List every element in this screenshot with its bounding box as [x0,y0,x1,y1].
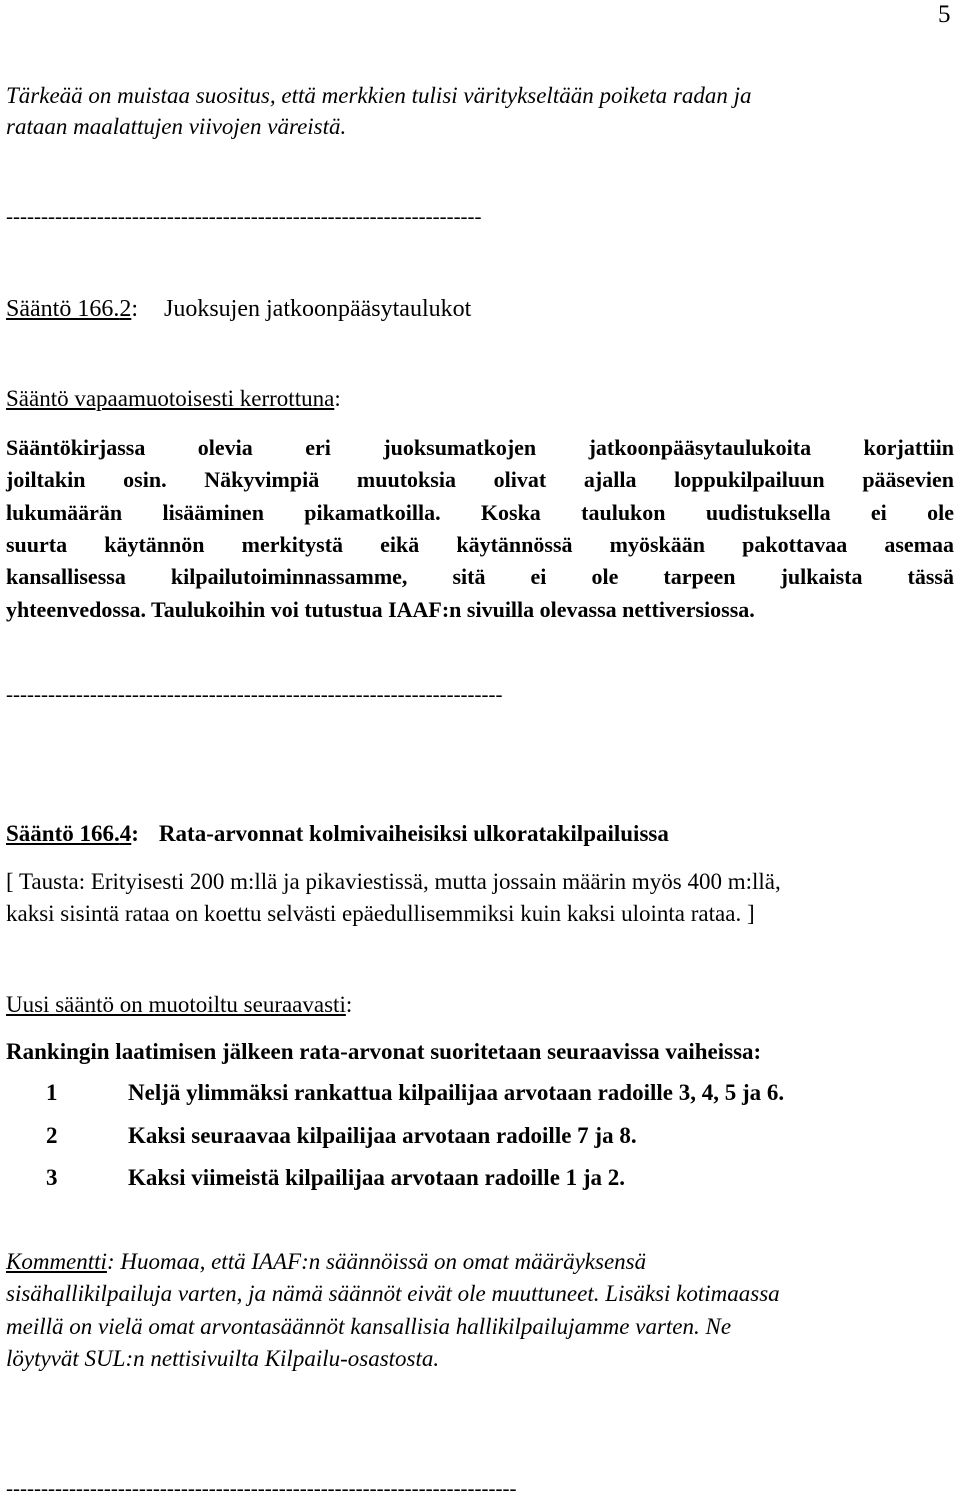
new-rule-subheading [6,989,352,1021]
background-line-2: kaksi sisintä rataa on koettu selvästi epäedullisemmiksi kuin kaksi ulointa rataa. ] [6,901,755,926]
subheading-text: Sääntö vapaamuotoisesti kerrottuna [6,386,335,411]
step-number: 2 [46,1123,58,1148]
step-text: Neljä ylimmäksi rankattua kilpailijaa arvotaan radoille 3, 4, 5 ja 6. [128,1080,785,1105]
page-number: 5 [938,1,951,28]
rule-166-4-heading [6,818,669,850]
comment-colon: : [106,1249,115,1274]
comment-line-2: sisähallikilpailuja varten, ja nämä säännöt eivät ole muuttuneet. Lisäksi kotimaassa [6,1281,780,1306]
body-line-5: kansallisessa kilpailutoiminnassamme, sitä ei ole tarpeen julkaista tässä [6,564,954,589]
separator-line: -------------------------------------------------------------------- [6,204,482,228]
body-line-6: yhteenvedossa. Taulukoihin voi tutustua IAAF:n sivuilla olevassa nettiversiossa. [6,597,755,622]
separator-line: ----------------------------------------------------------------------- [6,682,503,706]
body-line-3: lukumäärän lisääminen pikamatkoilla. Koska taulukon uudistuksella ei ole [6,500,954,525]
rule-label-number: 4 [119,821,132,846]
comment-line-1 [6,1246,646,1278]
step-text: Kaksi seuraavaa kilpailijaa arvotaan radoille 7 ja 8. [128,1123,637,1148]
subheading-colon: : [334,386,341,411]
rule-label-colon: : [131,821,139,846]
background-line-1: [ Tausta: Erityisesti 200 m:llä ja pikaviestissä, mutta jossain määrin myös 400 m:llä, [6,869,781,894]
comment-line-4: löytyvät SUL:n nettisivuilta Kilpailu-osastosta. [6,1346,440,1371]
rule-label-colon: : [131,296,138,322]
rule-label [6,296,138,322]
ranking-intro: Rankingin laatimisen jälkeen rata-arvonat suoritetaan seuraavissa vaiheissa: [6,1039,762,1064]
rule-166-2-heading [6,292,471,326]
rule-166-2-subheading [6,383,341,415]
body-line-2: joiltakin osin. Näkyvimpiä muutoksia olivat ajalla loppukilpailuun pääsevien [6,467,954,492]
body-line-1: Sääntökirjassa olevia eri juoksumatkojen jatkoonpääsytaulukoita korjattiin [6,435,954,460]
step-text: Kaksi viimeistä kilpailijaa arvotaan radoille 1 ja 2. [128,1165,626,1190]
step-number: 1 [46,1080,58,1105]
comment-text: Huomaa, että IAAF:n säännöissä on omat määräyksensä [114,1249,647,1274]
body-line-4: suurta käytännön merkitystä eikä käytännössä myöskään pakottavaa asemaa [6,532,954,557]
new-rule-text: Uusi sääntö on muotoiltu seuraavasti [6,992,346,1017]
step-number: 3 [46,1165,58,1190]
rule-label-number: 2 [119,296,132,322]
comment-label: Kommentti [6,1249,107,1274]
separator-line: ------------------------------------------------------------------------- [6,1476,517,1500]
rule-label [6,821,139,846]
rule-label-prefix: Sääntö 166. [6,821,120,846]
rule-title: Juoksujen jatkoonpääsytaulukot [164,296,472,322]
rule-label-prefix: Sääntö 166. [6,296,120,322]
comment-line-3: meillä on vielä omat arvontasäännöt kansallisia hallikilpailujamme varten. Ne [6,1314,732,1339]
rule-title: Rata-arvonnat kolmivaiheisiksi ulkoratakilpailuissa [158,821,669,846]
intro-line-1: Tärkeää on muistaa suositus, että merkkien tulisi väritykseltään poiketa radan ja [6,83,752,108]
intro-line-2: rataan maalattujen viivojen väreistä. [6,114,347,139]
new-rule-colon: : [345,992,353,1017]
